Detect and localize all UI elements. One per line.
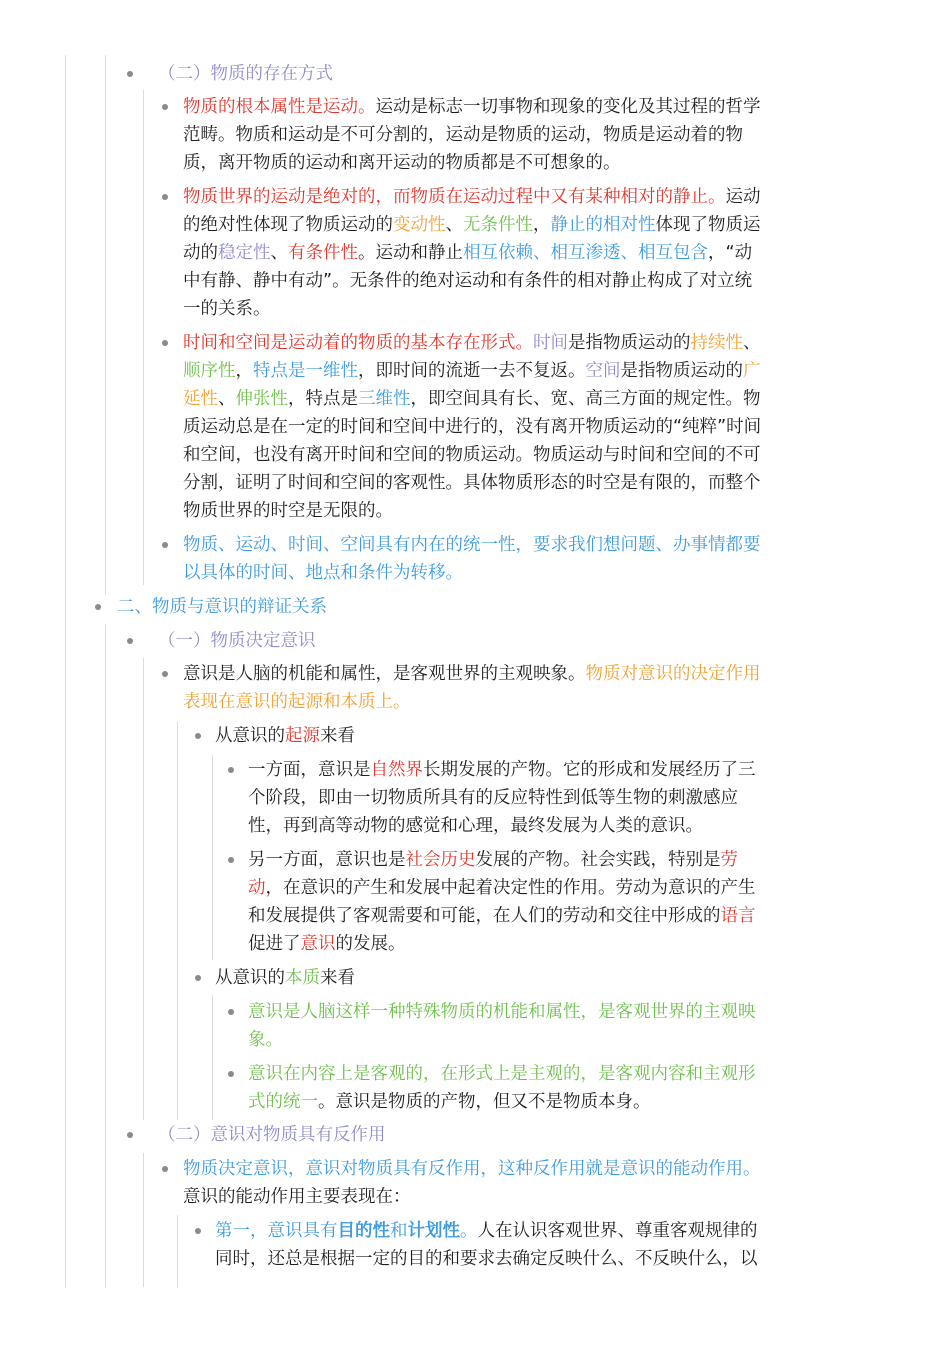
list-item-line: 一的关系。 xyxy=(183,299,271,319)
indent-guide-3 xyxy=(143,90,144,585)
bullet xyxy=(228,857,234,863)
bullet xyxy=(195,733,201,739)
bullet xyxy=(228,767,234,773)
indent-guide-4b xyxy=(177,1215,178,1287)
list-item: 物质世界的运动是绝对的，而物质在运动过程中又有某种相对的静止。运动 xyxy=(183,187,761,207)
bullet xyxy=(228,1071,234,1077)
list-item: 物质的根本属性是运动。运动是标志一切事物和现象的变化及其过程的哲学 xyxy=(183,97,761,117)
subheading: 从意识的起源来看 xyxy=(215,726,355,746)
bullet xyxy=(127,71,133,77)
list-item: 意识在内容上是客观的，在形式上是主观的，是客观内容和主观形 xyxy=(248,1064,756,1084)
list-item-line: 范畴。物质和运动是不可分割的，运动是物质的运动，物质是运动着的物 xyxy=(183,125,743,145)
indent-guide-2 xyxy=(105,55,106,595)
subheading: 从意识的本质来看 xyxy=(215,968,355,988)
list-item-line: 促进了意识的发展。 xyxy=(248,934,406,954)
indent-guide-1 xyxy=(65,55,66,1287)
list-item-line: 分割，证明了时间和空间的客观性。具体物质形态的时空是有限的，而整个 xyxy=(183,473,761,493)
bullet xyxy=(162,542,168,548)
list-item-line: 个阶段，即由一切物质所具有的反应特性到低等生物的刺激感应 xyxy=(248,788,738,808)
list-item: 物质决定意识，意识对物质具有反作用，这种反作用就是意识的能动作用。 xyxy=(183,1159,761,1179)
list-item-line: 顺序性，特点是一维性，即时间的流逝一去不复返。空间是指物质运动的广 xyxy=(183,361,761,381)
list-item-line: 意识的能动作用主要表现在： xyxy=(183,1187,411,1207)
indent-guide-5 xyxy=(212,755,213,960)
list-item-line: 的绝对性体现了物质运动的变动性、无条件性，静止的相对性体现了物质运 xyxy=(183,215,761,235)
list-item-line: 动的稳定性、有条件性。运动和静止相互依赖、相互渗透、相互包含，“动 xyxy=(183,243,753,263)
bullet xyxy=(127,638,133,644)
list-item: 第一，意识具有目的性和计划性。人在认识客观世界、尊重客观规律的 xyxy=(215,1221,758,1241)
list-item-line: 物质世界的时空是无限的。 xyxy=(183,501,393,521)
section-heading: （一）物质决定意识 xyxy=(158,631,316,651)
bullet xyxy=(195,975,201,981)
section-heading: （二）物质的存在方式 xyxy=(158,64,333,84)
list-item: 另一方面，意识也是社会历史发展的产物。社会实践，特别是劳 xyxy=(248,850,738,870)
list-item-line: 象。 xyxy=(248,1030,283,1050)
list-item: 一方面，意识是自然界长期发展的产物。它的形成和发展经历了三 xyxy=(248,760,756,780)
section-heading: 二、物质与意识的辩证关系 xyxy=(117,597,327,617)
list-item: 意识是人脑这样一种特殊物质的机能和属性，是客观世界的主观映 xyxy=(248,1002,756,1022)
list-item-line: 性，再到高等动物的感觉和心理，最终发展为人类的意识。 xyxy=(248,816,703,836)
bullet xyxy=(162,340,168,346)
bullet xyxy=(162,104,168,110)
indent-guide-2b xyxy=(105,625,106,1287)
list-item-line: 质运动总是在一定的时间和空间中进行的，没有离开物质运动的“纯粹”时间 xyxy=(183,417,762,437)
list-item-line: 质，离开物质的运动和离开运动的物质都是不可想象的。 xyxy=(183,153,621,173)
bullet xyxy=(162,671,168,677)
list-item-line: 同时，还总是根据一定的目的和要求去确定反映什么、不反映什么，以 xyxy=(215,1249,758,1269)
indent-guide-5b xyxy=(212,995,213,1120)
list-item-line: 和发展提供了客观需要和可能，在人们的劳动和交往中形成的语言 xyxy=(248,906,756,926)
bullet xyxy=(195,1228,201,1234)
section-heading: （二）意识对物质具有反作用 xyxy=(158,1125,386,1145)
list-item-line: 动，在意识的产生和发展中起着决定性的作用。劳动为意识的产生 xyxy=(248,878,756,898)
list-item: 物质、运动、时间、空间具有内在的统一性，要求我们想问题、办事情都要 xyxy=(183,535,761,555)
list-item-line: 式的统一。意识是物质的产物，但又不是物质本身。 xyxy=(248,1092,651,1112)
bullet xyxy=(127,1132,133,1138)
bullet xyxy=(95,604,101,610)
list-item-line: 中有静、静中有动”。无条件的绝对运动和有条件的相对静止构成了对立统 xyxy=(183,271,753,291)
list-item-line: 表现在意识的起源和本质上。 xyxy=(183,692,411,712)
list-item: 意识是人脑的机能和属性，是客观世界的主观映象。物质对意识的决定作用 xyxy=(183,664,761,684)
list-item-line: 以具体的时间、地点和条件为转移。 xyxy=(183,563,463,583)
list-item: 时间和空间是运动着的物质的基本存在形式。时间是指物质运动的持续性、 xyxy=(183,333,761,353)
bullet xyxy=(162,194,168,200)
bullet xyxy=(228,1009,234,1015)
indent-guide-3b xyxy=(143,658,144,1120)
indent-guide-4 xyxy=(177,722,178,1120)
bullet xyxy=(162,1166,168,1172)
list-item-line: 延性、伸张性，特点是三维性，即空间具有长、宽、高三方面的规定性。物 xyxy=(183,389,761,409)
list-item-line: 和空间，也没有离开时间和空间的物质运动。物质运动与时间和空间的不可 xyxy=(183,445,761,465)
indent-guide-3c xyxy=(143,1153,144,1287)
